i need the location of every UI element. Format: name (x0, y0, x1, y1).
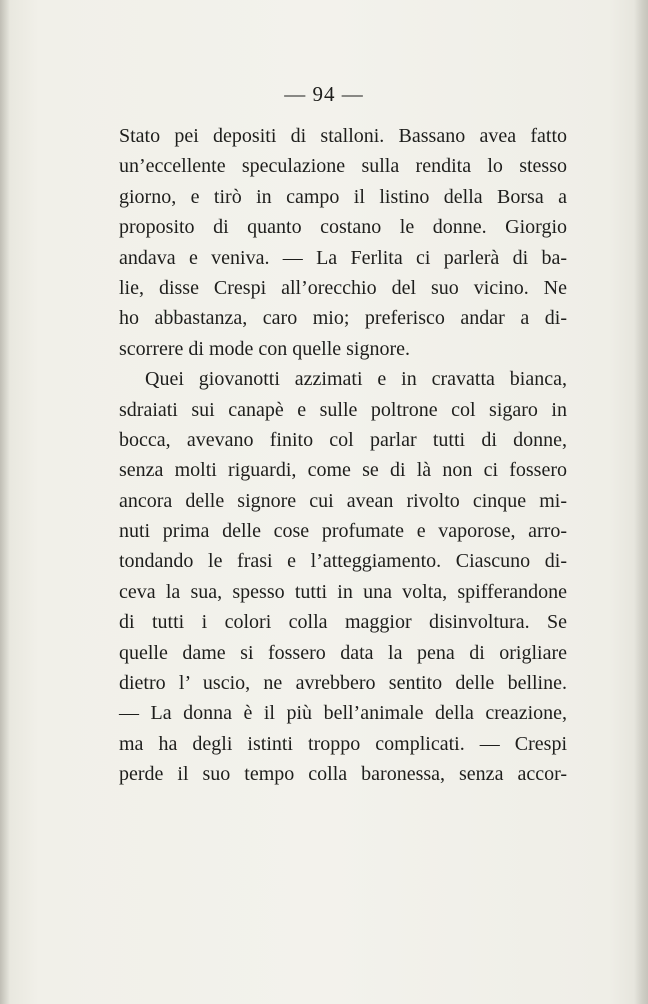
body-text (119, 121, 567, 790)
text-line: quelle dame si fossero data la pena di origliare (119, 641, 567, 664)
page-right-edge (634, 0, 648, 1004)
text-line: bocca, avevano finito col parlar tutti di donne, (119, 428, 567, 451)
text-line: dietro l’ uscio, ne avrebbero sentito delle belline. (119, 672, 567, 695)
text-line: un’eccellente speculazione sulla rendita lo stesso (119, 155, 567, 178)
text-line: sdraiati sui canapè e sulle poltrone col sigaro in (119, 398, 567, 421)
text-line: — La donna è il più bell’animale della creazione, (119, 702, 567, 725)
text-line: ma ha degli istinti troppo complicati. — Crespi (119, 732, 567, 755)
text-line: andava e veniva. — La Ferlita ci parlerà di ba- (119, 246, 567, 269)
text-line: proposito di quanto costano le donne. Giorgio (119, 216, 567, 239)
text-line: giorno, e tirò in campo il listino della Borsa a (119, 185, 567, 208)
text-line: senza molti riguardi, come se di là non ci fossero (119, 459, 567, 482)
text-line: Quei giovanotti azzimati e in cravatta bianca, (145, 368, 567, 391)
text-line: di tutti i colori colla maggior disinvoltura. Se (119, 611, 567, 634)
text-line: ceva la sua, spesso tutti in una volta, spifferandone (119, 580, 567, 603)
text-line: nuti prima delle cose profumate e vaporose, arro- (119, 520, 567, 543)
text-line: perde il suo tempo colla baronessa, senza accor- (119, 763, 567, 786)
page-number: — 94 — (284, 82, 364, 106)
text-line: lie, disse Crespi all’orecchio del suo vicino. Ne (119, 276, 567, 299)
text-line: Stato pei depositi di stalloni. Bassano avea fatto (119, 125, 567, 147)
text-line: ancora delle signore cui avean rivolto cinque mi- (119, 489, 567, 512)
page-spine-shadow (0, 0, 10, 1004)
text-line: scorrere di mode con quelle signore. (119, 337, 411, 360)
text-line: tondando le frasi e l’atteggiamento. Ciascuno di- (119, 550, 567, 573)
text-line: ho abbastanza, caro mio; preferisco andar a di- (119, 307, 567, 330)
